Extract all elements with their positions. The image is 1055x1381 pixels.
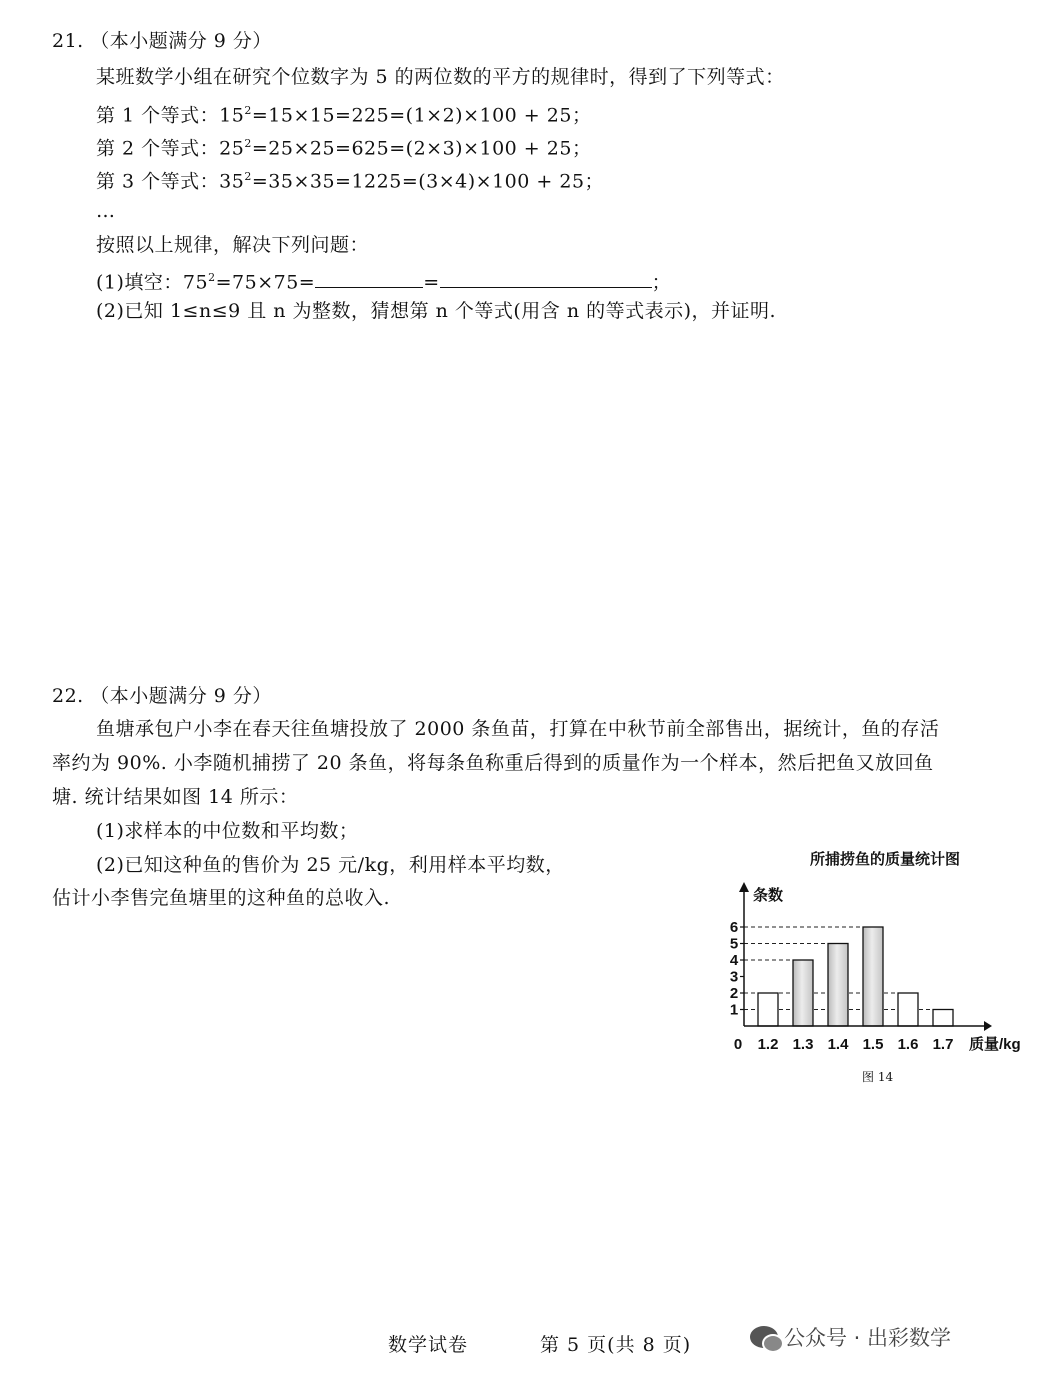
y-axis-arrow <box>739 882 749 892</box>
fish-weight-bar-chart <box>716 876 1036 1066</box>
y-tick-label-4: 4 <box>729 952 739 969</box>
x-axis-label: 质量/kg <box>969 1036 1021 1053</box>
y-tick-label-1: 1 <box>729 1001 739 1019</box>
x-tick-label-1.2: 1.2 <box>757 1036 779 1053</box>
y-tick-label-6: 6 <box>729 919 739 936</box>
watermark <box>750 1322 951 1352</box>
x-axis-arrow <box>984 1021 992 1031</box>
q22-part-2: (2)已知这种鱼的售价为 25 元/kg，利用样本平均数， <box>96 854 565 876</box>
watermark-text: 公众号 · 出彩数学 <box>784 1326 952 1350</box>
y-axis-label: 条数 <box>753 887 784 904</box>
x-tick-label-1.6: 1.6 <box>897 1036 919 1053</box>
bar-1.3 <box>793 960 813 1026</box>
q21-equation-3: 第 3 个等式：$35^2=35\times 35=1225=(3\times 4)\times 100 + 25$； <box>96 170 605 193</box>
y-tick-label-5: 5 <box>729 935 739 953</box>
q22-header: 22. （本小题满分 9 分） <box>52 685 272 707</box>
x-tick-label-1.4: 1.4 <box>827 1036 849 1053</box>
answer-blank-2[interactable] <box>440 269 652 288</box>
q22-part-1: (1)求样本的中位数和平均数； <box>96 820 359 842</box>
y-tick-label-3: 3 <box>729 968 739 986</box>
wechat-icon <box>750 1326 778 1348</box>
footer-page-number: 第 5 页(共 8 页) <box>540 1334 692 1356</box>
answer-blank-1[interactable] <box>315 269 423 288</box>
q22-line-3: 塘. 统计结果如图 14 所示： <box>52 786 299 808</box>
footer-subject: 数学试卷 <box>388 1334 469 1356</box>
q22-part-2-continued: 估计小李售完鱼塘里的这种鱼的总收入. <box>52 887 391 909</box>
y-tick-label-2: 2 <box>729 985 739 1002</box>
q21-equation-2: 第 2 个等式：$25^2=25\times 25=625=(2\times 3)\times 100 + 25$； <box>96 137 592 160</box>
bar-1.2 <box>758 993 778 1026</box>
q22-line-2: 率约为 90%. 小李随机捕捞了 20 条鱼，将每条鱼称重后得到的质量作为一个样本，然后把鱼又放回鱼 <box>52 752 934 774</box>
q21-part-2: (2)已知 1≤n≤9 且 n 为整数，猜想第 n 个等式(用含 n 的等式表示)，并证明. <box>96 300 777 322</box>
q22-line-1: 鱼塘承包户小李在春天往鱼塘投放了 2000 条鱼苗，打算在中秋节前全部售出，据统计，鱼的存活 <box>96 718 940 740</box>
figure-label: 图 14 <box>862 1070 894 1084</box>
origin-label: 0 <box>733 1036 743 1053</box>
x-tick-label-1.5: 1.5 <box>862 1036 884 1053</box>
chart-title: 所捕捞鱼的质量统计图 <box>809 850 960 868</box>
bar-1.4 <box>828 944 848 1027</box>
bar-1.6 <box>898 993 918 1026</box>
q21-part-1: (1)填空：$75^2=75\times 75=$ = ； <box>96 271 672 294</box>
x-tick-label-1.3: 1.3 <box>792 1036 814 1053</box>
bar-1.5 <box>863 927 883 1026</box>
q21-intro: 某班数学小组在研究个位数字为 5 的两位数的平方的规律时，得到了下列等式： <box>96 66 785 88</box>
q21-ellipsis: … <box>96 200 116 222</box>
q21-header: 21. （本小题满分 9 分） <box>52 30 272 52</box>
q21-equation-1: 第 1 个等式：$15^2=15\times 15=225=(1\times 2)\times 100 + 25$； <box>96 104 592 127</box>
bar-1.7 <box>933 1010 953 1027</box>
q21-instruction: 按照以上规律，解决下列问题： <box>96 234 370 256</box>
x-tick-label-1.7: 1.7 <box>932 1036 954 1053</box>
